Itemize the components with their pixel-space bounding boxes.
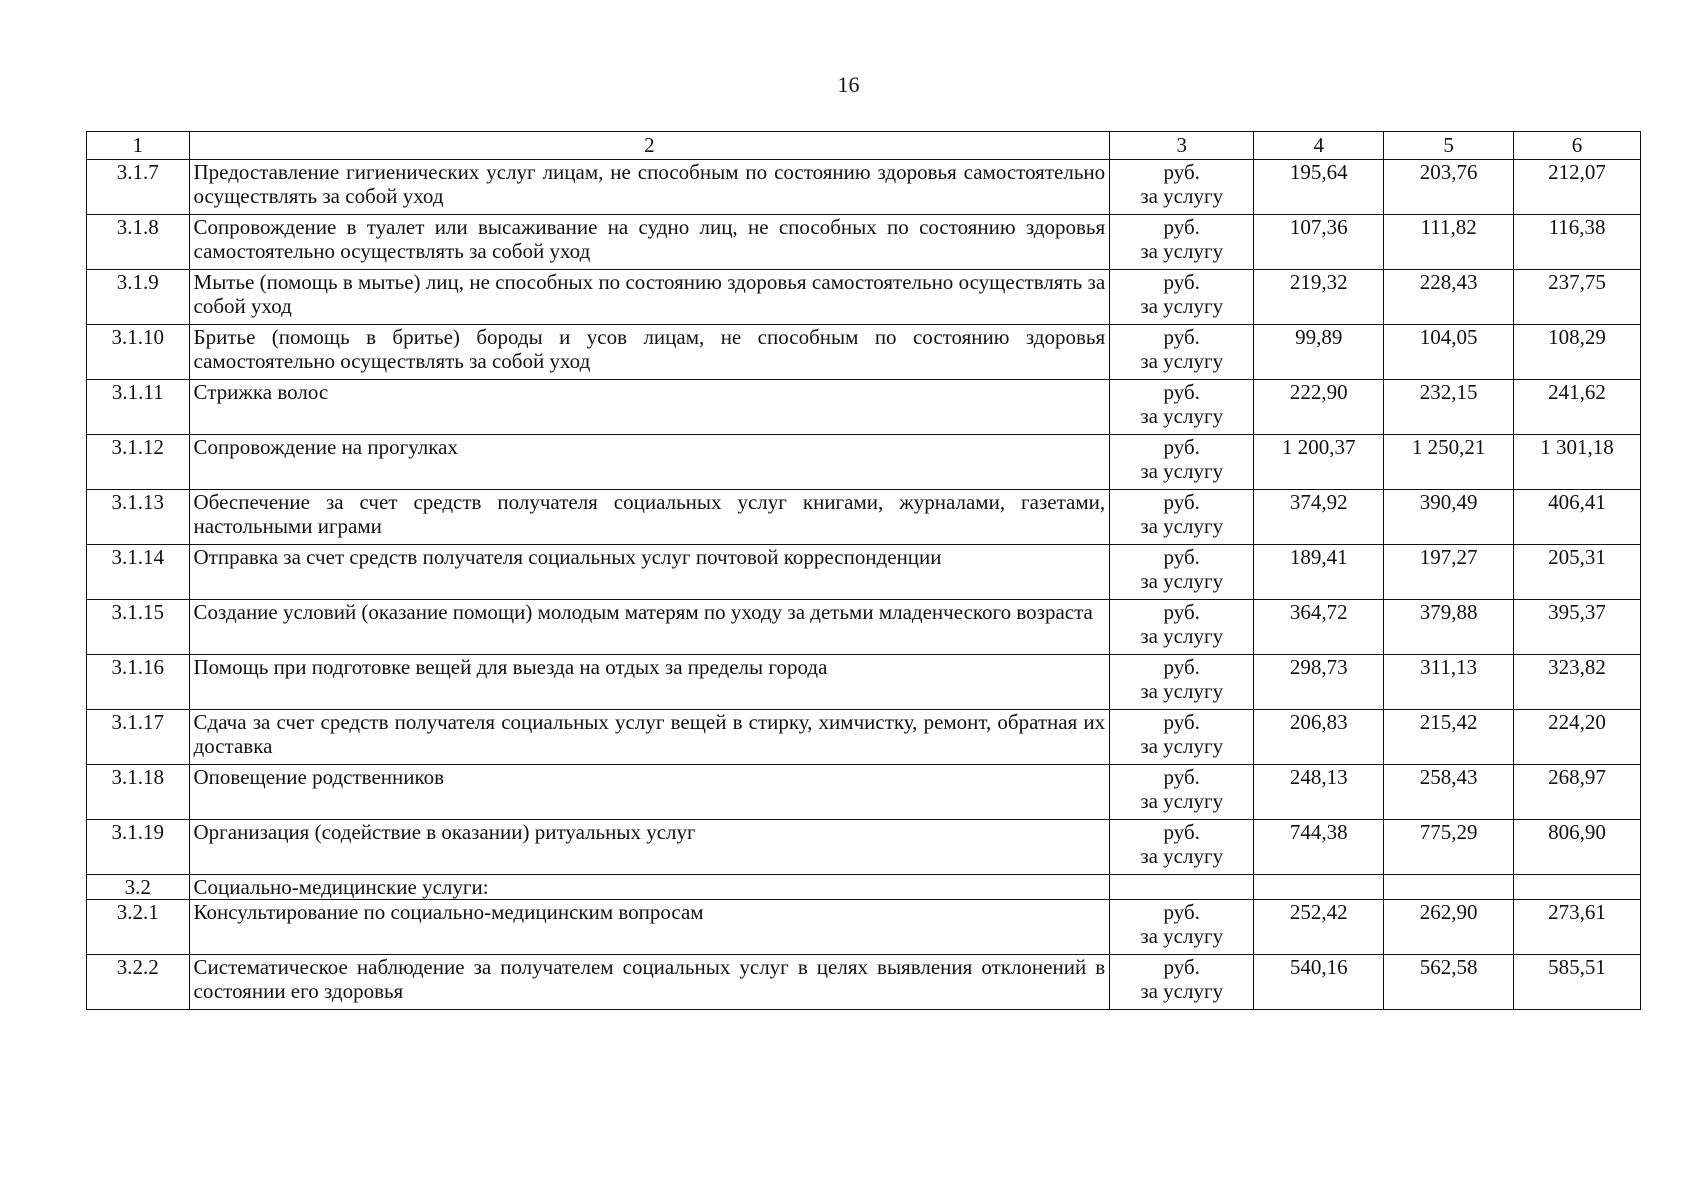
row-value-col6: 806,90 (1514, 820, 1641, 875)
row-description: Стрижка волос (189, 380, 1110, 435)
unit-currency: руб. (1163, 215, 1200, 239)
row-description: Сдача за счет средств получателя социальных услуг вещей в стирку, химчистку, ремонт, обратная их доставка (189, 710, 1110, 765)
column-header-3: 3 (1110, 132, 1254, 160)
row-unit (1110, 875, 1254, 900)
section-number: 3.2 (87, 875, 190, 900)
unit-per: за услугу (1140, 349, 1224, 373)
row-number: 3.1.7 (87, 160, 190, 215)
column-header-6: 6 (1514, 132, 1641, 160)
section-row (87, 875, 1641, 900)
row-unit (1110, 820, 1254, 875)
row-unit (1110, 435, 1254, 490)
column-header-1: 1 (87, 132, 190, 160)
row-value-col4: 248,13 (1254, 765, 1384, 820)
row-description: Сопровождение в туалет или высаживание на судно лиц, не способных по состоянию здоровья самостоятельно осуществлять за собой уход (189, 215, 1110, 270)
row-value-col4: 364,72 (1254, 600, 1384, 655)
table-row (87, 380, 1641, 435)
row-value-col4: 189,41 (1254, 545, 1384, 600)
row-description: Отправка за счет средств получателя социальных услуг почтовой корреспонденции (189, 545, 1110, 600)
unit-per: за услугу (1140, 514, 1224, 538)
column-header-2: 2 (189, 132, 1110, 160)
row-description: Создание условий (оказание помощи) молодым матерям по уходу за детьми младенческого возраста (189, 600, 1110, 655)
row-description: Консультирование по социально-медицинским вопросам (189, 900, 1110, 955)
row-description: Организация (содействие в оказании) ритуальных услуг (189, 820, 1110, 875)
row-unit (1110, 490, 1254, 545)
row-value-col5: 203,76 (1384, 160, 1514, 215)
row-value-col4: 99,89 (1254, 325, 1384, 380)
row-value-col5: 215,42 (1384, 710, 1514, 765)
row-value-col5: 111,82 (1384, 215, 1514, 270)
row-value-col4: 540,16 (1254, 955, 1384, 1010)
unit-per: за услугу (1140, 844, 1224, 868)
table-row (87, 490, 1641, 545)
row-value-col6: 585,51 (1514, 955, 1641, 1010)
row-number: 3.2.1 (87, 900, 190, 955)
unit-per: за услугу (1140, 789, 1224, 813)
unit-per: за услугу (1140, 184, 1224, 208)
row-value-col6: 268,97 (1514, 765, 1641, 820)
row-description: Оповещение родственников (189, 765, 1110, 820)
table-row (87, 955, 1641, 1010)
unit-per: за услугу (1140, 679, 1224, 703)
unit-currency: руб. (1163, 765, 1200, 789)
unit-currency: руб. (1163, 955, 1200, 979)
row-value-col6: 395,37 (1514, 600, 1641, 655)
row-value-col5: 1 250,21 (1384, 435, 1514, 490)
unit-currency: руб. (1163, 435, 1200, 459)
row-description: Помощь при подготовке вещей для выезда на отдых за пределы города (189, 655, 1110, 710)
column-header-5: 5 (1384, 132, 1514, 160)
row-value-col4 (1254, 875, 1384, 900)
row-number: 3.1.10 (87, 325, 190, 380)
row-value-col5: 228,43 (1384, 270, 1514, 325)
table-row (87, 765, 1641, 820)
row-value-col6: 273,61 (1514, 900, 1641, 955)
table-row (87, 325, 1641, 380)
tariff-table (86, 131, 1641, 1010)
table-row (87, 655, 1641, 710)
row-value-col6: 116,38 (1514, 215, 1641, 270)
row-number: 3.1.8 (87, 215, 190, 270)
unit-currency: руб. (1163, 900, 1200, 924)
row-value-col5: 775,29 (1384, 820, 1514, 875)
unit-currency: руб. (1163, 545, 1200, 569)
row-number: 3.1.15 (87, 600, 190, 655)
unit-per: за услугу (1140, 404, 1224, 428)
unit-currency: руб. (1163, 600, 1200, 624)
unit-per: за услугу (1140, 294, 1224, 318)
row-number: 3.2.2 (87, 955, 190, 1010)
row-value-col6: 224,20 (1514, 710, 1641, 765)
row-value-col6: 1 301,18 (1514, 435, 1641, 490)
table-row (87, 545, 1641, 600)
row-value-col5: 562,58 (1384, 955, 1514, 1010)
row-number: 3.1.14 (87, 545, 190, 600)
row-value-col6: 237,75 (1514, 270, 1641, 325)
row-unit (1110, 325, 1254, 380)
row-value-col5: 258,43 (1384, 765, 1514, 820)
table-row (87, 215, 1641, 270)
row-unit (1110, 655, 1254, 710)
row-value-col4: 374,92 (1254, 490, 1384, 545)
unit-currency: руб. (1163, 160, 1200, 184)
row-value-col5: 262,90 (1384, 900, 1514, 955)
row-value-col5 (1384, 875, 1514, 900)
row-value-col5: 197,27 (1384, 545, 1514, 600)
row-number: 3.1.19 (87, 820, 190, 875)
row-number: 3.1.16 (87, 655, 190, 710)
table-row (87, 160, 1641, 215)
unit-per: за услугу (1140, 459, 1224, 483)
row-value-col5: 311,13 (1384, 655, 1514, 710)
unit-per: за услугу (1140, 624, 1224, 648)
row-value-col6: 406,41 (1514, 490, 1641, 545)
table-row (87, 435, 1641, 490)
table-row (87, 600, 1641, 655)
unit-currency: руб. (1163, 270, 1200, 294)
table-row (87, 270, 1641, 325)
unit-currency: руб. (1163, 325, 1200, 349)
row-description: Обеспечение за счет средств получателя социальных услуг книгами, журналами, газетами, настольными играми (189, 490, 1110, 545)
row-value-col5: 379,88 (1384, 600, 1514, 655)
unit-per: за услугу (1140, 924, 1224, 948)
header-row (87, 132, 1641, 160)
row-value-col4: 222,90 (1254, 380, 1384, 435)
row-unit (1110, 545, 1254, 600)
row-value-col4: 1 200,37 (1254, 435, 1384, 490)
row-value-col5: 232,15 (1384, 380, 1514, 435)
row-description: Систематическое наблюдение за получателем социальных услуг в целях выявления отклонений в состоянии его здоровья (189, 955, 1110, 1010)
unit-per: за услугу (1140, 734, 1224, 758)
unit-currency: руб. (1163, 490, 1200, 514)
row-description: Мытье (помощь в мытье) лиц, не способных по состоянию здоровья самостоятельно осуществлять за собой уход (189, 270, 1110, 325)
row-unit (1110, 765, 1254, 820)
row-unit (1110, 270, 1254, 325)
unit-currency: руб. (1163, 710, 1200, 734)
row-description: Предоставление гигиенических услуг лицам, не способным по состоянию здоровья самостоятельно осуществлять за собой уход (189, 160, 1110, 215)
row-unit (1110, 600, 1254, 655)
row-value-col6: 323,82 (1514, 655, 1641, 710)
row-value-col6: 108,29 (1514, 325, 1641, 380)
row-value-col6 (1514, 875, 1641, 900)
row-value-col4: 744,38 (1254, 820, 1384, 875)
row-value-col4: 252,42 (1254, 900, 1384, 955)
unit-per: за услугу (1140, 979, 1224, 1003)
row-number: 3.1.17 (87, 710, 190, 765)
row-unit (1110, 710, 1254, 765)
row-value-col6: 205,31 (1514, 545, 1641, 600)
row-value-col4: 107,36 (1254, 215, 1384, 270)
section-title: Социально-медицинские услуги: (189, 875, 1110, 900)
row-description: Сопровождение на прогулках (189, 435, 1110, 490)
row-value-col4: 219,32 (1254, 270, 1384, 325)
unit-currency: руб. (1163, 380, 1200, 404)
table-row (87, 710, 1641, 765)
row-value-col4: 206,83 (1254, 710, 1384, 765)
row-unit (1110, 955, 1254, 1010)
page-number: 16 (837, 72, 860, 97)
row-number: 3.1.18 (87, 765, 190, 820)
row-value-col6: 212,07 (1514, 160, 1641, 215)
row-description: Бритье (помощь в бритье) бороды и усов лицам, не способным по состоянию здоровья самостоятельно осуществлять за собой уход (189, 325, 1110, 380)
unit-per: за услугу (1140, 239, 1224, 263)
row-value-col4: 298,73 (1254, 655, 1384, 710)
unit-currency: руб. (1163, 820, 1200, 844)
row-value-col4: 195,64 (1254, 160, 1384, 215)
row-unit (1110, 380, 1254, 435)
unit-currency: руб. (1163, 655, 1200, 679)
column-header-4: 4 (1254, 132, 1384, 160)
row-value-col6: 241,62 (1514, 380, 1641, 435)
table-row (87, 900, 1641, 955)
row-value-col5: 104,05 (1384, 325, 1514, 380)
row-unit (1110, 160, 1254, 215)
table-row (87, 820, 1641, 875)
row-unit (1110, 900, 1254, 955)
row-number: 3.1.9 (87, 270, 190, 325)
row-unit (1110, 215, 1254, 270)
row-number: 3.1.13 (87, 490, 190, 545)
row-number: 3.1.11 (87, 380, 190, 435)
row-number: 3.1.12 (87, 435, 190, 490)
unit-per: за услугу (1140, 569, 1224, 593)
row-value-col5: 390,49 (1384, 490, 1514, 545)
